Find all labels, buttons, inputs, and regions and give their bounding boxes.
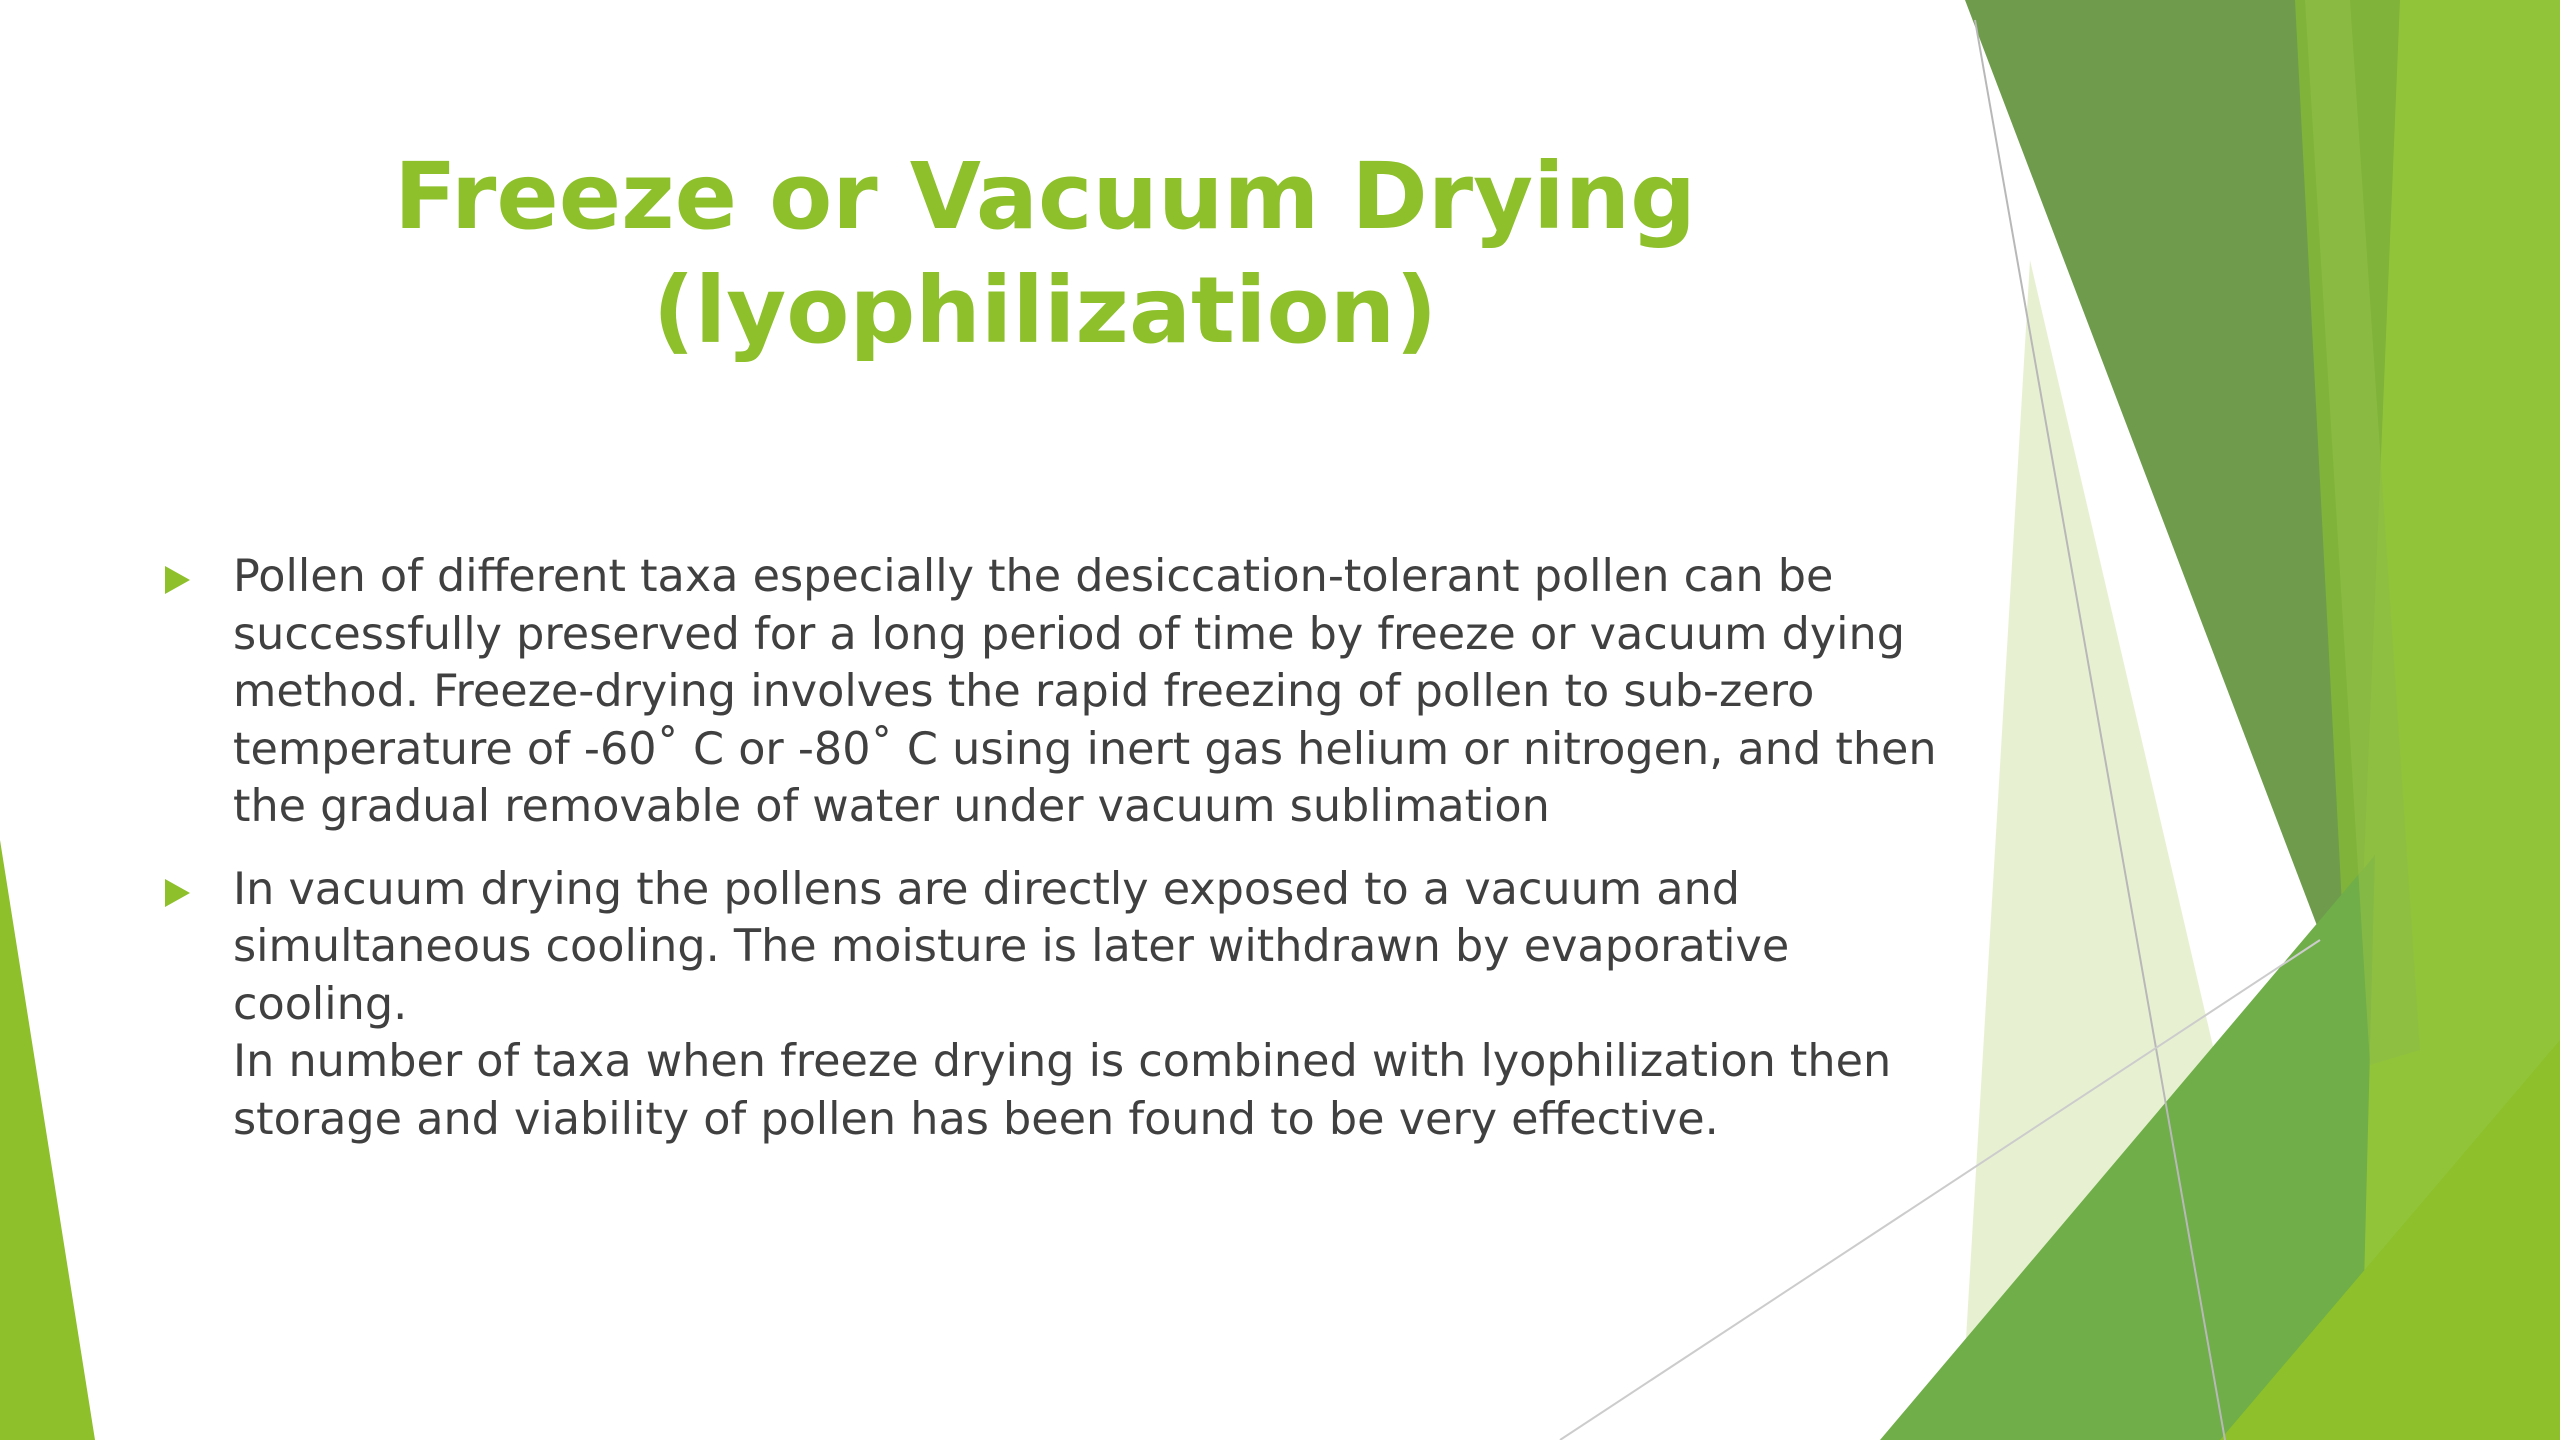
left-green-sliver: [0, 840, 95, 1440]
bullet-line: storage and viability of pollen has been found to be very effective.: [233, 1093, 1719, 1145]
bullet-line: method. Freeze-drying involves the rapid freezing of pollen to sub-zero: [233, 666, 1815, 717]
bullet-line: Pollen of different taxa especially the desiccation-tolerant pollen can be: [233, 551, 1834, 602]
bullet-item-vacuum-drying: [160, 861, 1940, 1149]
bullet-line: In number of taxa when freeze drying is combined with lyophilization then: [233, 1036, 1892, 1087]
bullet-line: In vacuum drying the pollens are directly exposed to a vacuum and: [233, 863, 1741, 915]
bullet-list: [160, 548, 1940, 1173]
slide-title-line-2: (lyophilization): [652, 257, 1438, 364]
bullet-line: successfully preserved for a long period of time by freeze or vacuum dying: [233, 608, 1905, 660]
slide-title-line-1: Freeze or Vacuum Drying: [394, 143, 1696, 250]
bullet-item-freeze-drying: [160, 548, 1940, 836]
bullet-arrow-icon: [165, 566, 190, 594]
bullet-line: temperature of -60˚ C or -80˚ C using inert gas helium or nitrogen, and then: [233, 723, 1937, 775]
bullet-line: simultaneous cooling. The moisture is later withdrawn by evaporative cooling.: [233, 921, 1790, 1030]
slide-title: [300, 140, 1790, 368]
bullet-line: the gradual removable of water under vacuum sublimation: [233, 781, 1550, 832]
bullet-arrow-icon: [165, 879, 190, 907]
